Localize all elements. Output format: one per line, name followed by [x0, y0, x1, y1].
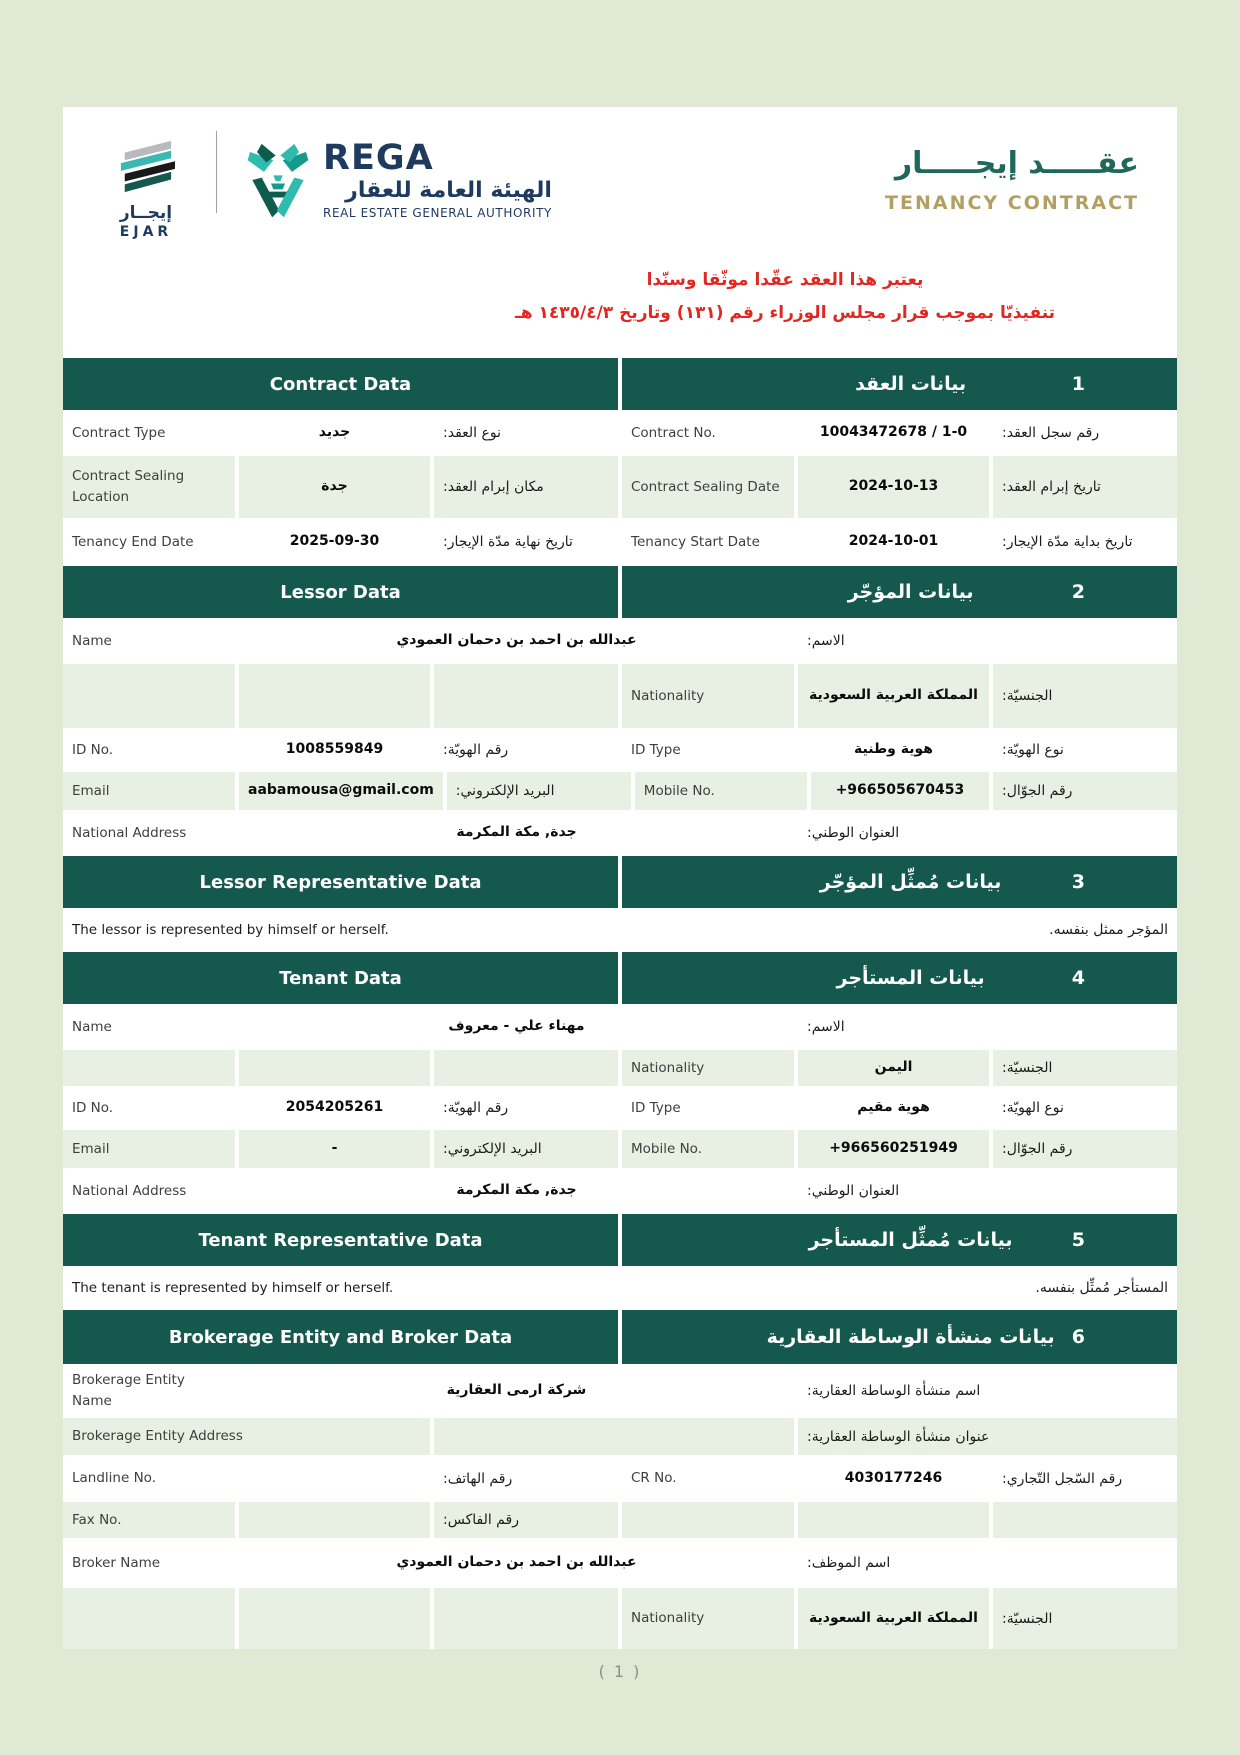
- broker-nationality-label-en: Nationality: [622, 1588, 794, 1649]
- sealing-date-value: 2024-10-13: [798, 456, 989, 518]
- tenant-id-type-label-ar: نوع الهويّة:: [993, 1089, 1177, 1127]
- table-row-tenant-nationality: [63, 1050, 1177, 1086]
- tenant-name-label-ar: الاسم:: [798, 1007, 1177, 1047]
- section-title-en: Lessor Representative Data: [63, 856, 618, 908]
- empty-cell: [239, 1588, 430, 1649]
- brokerage-entity-address-label-en: Brokerage Entity Address: [63, 1418, 430, 1455]
- lessor-email-value: aabamousa@gmail.com: [239, 772, 443, 810]
- landline-label-ar: رقم الهاتف:: [434, 1458, 618, 1499]
- lessor-id-no-value: 1008559849: [239, 731, 430, 769]
- tenant-email-value: -: [239, 1130, 430, 1168]
- start-date-label-ar: تاريخ بداية مدّة الإيجار:: [993, 521, 1177, 563]
- section-header-lessor-representative: [63, 856, 1177, 908]
- tenant-national-address-value: جدة, مكة المكرمة: [239, 1171, 794, 1211]
- lessor-representation-en: The lessor is represented by himself or herself.: [72, 922, 389, 939]
- sealing-location-label-ar: مكان إبرام العقد:: [434, 456, 618, 518]
- empty-cell: [239, 1050, 430, 1086]
- lessor-mobile-value: +966505670453: [811, 772, 989, 810]
- table-row-tenant-national-address: [63, 1171, 1177, 1211]
- tenant-nationality-label-en: Nationality: [622, 1050, 794, 1086]
- section-title-ar: بيانات العقد: [855, 373, 967, 396]
- section-header-contract-data: [63, 358, 1177, 410]
- section-title-right: [622, 952, 1177, 1004]
- legal-notice-line2: تنفيذيّا بموجب قرار مجلس الوزراء رقم (١٣١) وتاريخ ١٤٣٥/٤/٣ هـ: [514, 303, 1056, 324]
- section-title-ar: بيانات المؤجّر: [847, 581, 974, 604]
- section-number: 5: [1071, 1229, 1085, 1252]
- lessor-nationality-label-ar: الجنسيّة:: [993, 664, 1177, 728]
- sealing-location-value: جدة: [239, 456, 430, 518]
- section-title-ar: بيانات مُمثِّل المؤجّر: [819, 871, 1002, 894]
- contract-type-label-ar: نوع العقد:: [434, 413, 618, 453]
- section-title-en: Lessor Data: [63, 566, 618, 618]
- tenant-representation-ar: المستأجر مُمثِّل بنفسه.: [1035, 1280, 1168, 1297]
- sealing-location-label-en: Contract Sealing Location: [63, 456, 235, 518]
- section-title-right: [622, 358, 1177, 410]
- contract-no-label-ar: رقم سجل العقد:: [993, 413, 1177, 453]
- table-row-tenant-contact: [63, 1130, 1177, 1168]
- lessor-id-type-label-en: ID Type: [622, 731, 794, 769]
- contract-no-value: 10043472678 / 1-0: [798, 413, 989, 453]
- brokerage-entity-name-label-ar: اسم منشأة الوساطة العقارية:: [798, 1367, 1177, 1415]
- legal-notice-line1: يعتبر هذا العقد عقّدا موثّقا وسنّدا: [646, 270, 924, 290]
- brokerage-entity-address-label-ar: عنوان منشأة الوساطة العقارية:: [798, 1418, 1177, 1455]
- empty-cell: [239, 664, 430, 728]
- table-row-landline-cr: [63, 1458, 1177, 1499]
- rega-palm-icon: [243, 141, 313, 233]
- tenant-name-label-en: Name: [63, 1007, 235, 1047]
- ejar-stripes-icon: [115, 139, 177, 195]
- contract-no-label-en: Contract No.: [622, 413, 794, 453]
- section-title-right: [622, 1214, 1177, 1266]
- tenant-id-no-label-ar: رقم الهويّة:: [434, 1089, 618, 1127]
- fax-label-ar: رقم الفاكس:: [434, 1502, 618, 1538]
- document-title-block: [885, 147, 1139, 214]
- ejar-logo: [90, 139, 202, 240]
- end-date-value: 2025-09-30: [239, 521, 430, 563]
- section-title-ar: بيانات المستأجر: [836, 967, 985, 990]
- tenant-nationality-value: اليمن: [798, 1050, 989, 1086]
- lessor-mobile-label-ar: رقم الجوّال:: [993, 772, 1177, 810]
- tenant-representation-en: The tenant is represented by himself or herself.: [72, 1280, 394, 1297]
- rega-logo: [243, 138, 552, 233]
- tenant-mobile-label-en: Mobile No.: [622, 1130, 794, 1168]
- section-title-en: Contract Data: [63, 358, 618, 410]
- section-number: 2: [1071, 581, 1085, 604]
- ejar-arabic-wordmark: إيجــار: [119, 203, 173, 223]
- start-date-value: 2024-10-01: [798, 521, 989, 563]
- section-header-tenant-data: [63, 952, 1177, 1004]
- broker-name-label-ar: اسم الموظف:: [798, 1541, 1177, 1585]
- table-row-tenancy-dates: [63, 521, 1177, 563]
- lessor-mobile-label-en: Mobile No.: [635, 772, 807, 810]
- empty-cell: [798, 1502, 989, 1538]
- title-arabic: عقـــــد إيجـــــار: [894, 146, 1139, 181]
- empty-cell: [993, 1502, 1177, 1538]
- section-number: 6: [1071, 1326, 1085, 1349]
- section-header-brokerage: [63, 1310, 1177, 1364]
- contract-type-label-en: Contract Type: [63, 413, 235, 453]
- contract-type-value: جديد: [239, 413, 430, 453]
- broker-name-label-en: Broker Name: [63, 1541, 235, 1585]
- table-row-fax: [63, 1502, 1177, 1538]
- tenant-name-value: مهناء علي - معروف: [239, 1007, 794, 1047]
- table-row-sealing: [63, 456, 1177, 518]
- document-header: [63, 107, 1177, 240]
- tenant-email-label-en: Email: [63, 1130, 235, 1168]
- table-row-tenant-id: [63, 1089, 1177, 1127]
- landline-value: [239, 1458, 430, 1499]
- table-row-lessor-representation: [63, 911, 1177, 949]
- tenant-id-no-label-en: ID No.: [63, 1089, 235, 1127]
- lessor-representation-ar: المؤجر ممثل بنفسه.: [1049, 922, 1168, 939]
- start-date-label-en: Tenancy Start Date: [622, 521, 794, 563]
- fax-label-en: Fax No.: [63, 1502, 235, 1538]
- section-title-en: Tenant Data: [63, 952, 618, 1004]
- landline-label-en: Landline No.: [63, 1458, 235, 1499]
- empty-cell: [63, 664, 235, 728]
- end-date-label-en: Tenancy End Date: [63, 521, 235, 563]
- tenant-representation-cell: [63, 1269, 1177, 1307]
- sealing-date-label-en: Contract Sealing Date: [622, 456, 794, 518]
- contract-table: [63, 358, 1177, 1649]
- lessor-id-no-label-en: ID No.: [63, 731, 235, 769]
- section-title-en: Tenant Representative Data: [63, 1214, 618, 1266]
- rega-arabic-name: الهيئة العامة للعقار: [345, 178, 552, 203]
- brokerage-entity-name-value: شركة ارمى العقارية: [239, 1367, 794, 1415]
- table-row-broker-name: [63, 1541, 1177, 1585]
- brokerage-entity-address-value: [434, 1418, 794, 1455]
- lessor-email-label-en: Email: [63, 772, 235, 810]
- tenant-nationality-label-ar: الجنسيّة:: [993, 1050, 1177, 1086]
- tenant-mobile-value: +966560251949: [798, 1130, 989, 1168]
- lessor-name-label-en: Name: [63, 621, 235, 661]
- legal-notice: [465, 264, 1105, 330]
- logo-divider: [216, 131, 217, 213]
- section-header-tenant-representative: [63, 1214, 1177, 1266]
- section-header-lessor-data: [63, 566, 1177, 618]
- table-row-brokerage-entity-address: [63, 1418, 1177, 1455]
- cr-no-label-ar: رقم السّجل التّجاري:: [993, 1458, 1177, 1499]
- rega-text-block: [323, 138, 552, 221]
- lessor-nationality-value: المملكة العربية السعودية: [798, 664, 989, 728]
- title-english: TENANCY CONTRACT: [885, 192, 1139, 214]
- fax-value: [239, 1502, 430, 1538]
- empty-cell: [434, 1588, 618, 1649]
- broker-nationality-label-ar: الجنسيّة:: [993, 1588, 1177, 1649]
- lessor-name-label-ar: الاسم:: [798, 621, 1177, 661]
- cr-no-value: 4030177246: [798, 1458, 989, 1499]
- table-row-tenant-representation: [63, 1269, 1177, 1307]
- tenant-id-no-value: 2054205261: [239, 1089, 430, 1127]
- tenant-email-label-ar: البريد الإلكتروني:: [434, 1130, 618, 1168]
- empty-cell: [622, 1502, 794, 1538]
- contract-document: [63, 107, 1177, 1649]
- lessor-representation-cell: [63, 911, 1177, 949]
- tenant-national-address-label-ar: العنوان الوطني:: [798, 1171, 1177, 1211]
- lessor-id-type-label-ar: نوع الهويّة:: [993, 731, 1177, 769]
- section-title-right: [622, 1310, 1177, 1364]
- empty-cell: [63, 1050, 235, 1086]
- table-row-broker-nationality: [63, 1588, 1177, 1649]
- section-title-ar: بيانات مُمثِّل المستأجر: [808, 1229, 1013, 1252]
- table-row-lessor-national-address: [63, 813, 1177, 853]
- broker-nationality-value: المملكة العربية السعودية: [798, 1588, 989, 1649]
- lessor-nationality-label-en: Nationality: [622, 664, 794, 728]
- section-title-en: Brokerage Entity and Broker Data: [63, 1310, 618, 1364]
- section-number: 4: [1071, 967, 1085, 990]
- end-date-label-ar: تاريخ نهاية مدّة الإيجار:: [434, 521, 618, 563]
- rega-wordmark: REGA: [323, 138, 434, 178]
- table-row-contract-type-no: [63, 413, 1177, 453]
- lessor-name-value: عبدالله بن احمد بن دحمان العمودي: [239, 621, 794, 661]
- lessor-id-type-value: هوية وطنية: [798, 731, 989, 769]
- tenant-national-address-label-en: National Address: [63, 1171, 235, 1211]
- tenant-id-type-label-en: ID Type: [622, 1089, 794, 1127]
- tenant-id-type-value: هوية مقيم: [798, 1089, 989, 1127]
- lessor-id-no-label-ar: رقم الهويّة:: [434, 731, 618, 769]
- lessor-email-label-ar: البريد الإلكتروني:: [447, 772, 631, 810]
- table-row-tenant-name: [63, 1007, 1177, 1047]
- section-title-ar: بيانات منشأة الوساطة العقارية: [766, 1326, 1055, 1349]
- broker-name-value: عبدالله بن احمد بن دحمان العمودي: [239, 1541, 794, 1585]
- empty-cell: [434, 664, 618, 728]
- lessor-national-address-label-en: National Address: [63, 813, 235, 853]
- empty-cell: [434, 1050, 618, 1086]
- section-number: 1: [1071, 373, 1085, 396]
- section-title-right: [622, 856, 1177, 908]
- cr-no-label-en: CR No.: [622, 1458, 794, 1499]
- section-title-right: [622, 566, 1177, 618]
- ejar-latin-wordmark: EJAR: [119, 224, 173, 240]
- table-row-lessor-contact: [63, 772, 1177, 810]
- sealing-date-label-ar: تاريخ إبرام العقد:: [993, 456, 1177, 518]
- lessor-national-address-label-ar: العنوان الوطني:: [798, 813, 1177, 853]
- empty-cell: [63, 1588, 235, 1649]
- section-number: 3: [1071, 871, 1085, 894]
- rega-subtitle: REAL ESTATE GENERAL AUTHORITY: [323, 206, 552, 221]
- table-row-lessor-nationality: [63, 664, 1177, 728]
- page-number: ( 1 ): [598, 1662, 642, 1681]
- tenant-mobile-label-ar: رقم الجوّال:: [993, 1130, 1177, 1168]
- brokerage-entity-name-label-en: Brokerage Entity Name: [63, 1367, 235, 1415]
- table-row-lessor-id: [63, 731, 1177, 769]
- table-row-lessor-name: [63, 621, 1177, 661]
- table-row-brokerage-entity-name: [63, 1367, 1177, 1415]
- lessor-national-address-value: جدة, مكة المكرمة: [239, 813, 794, 853]
